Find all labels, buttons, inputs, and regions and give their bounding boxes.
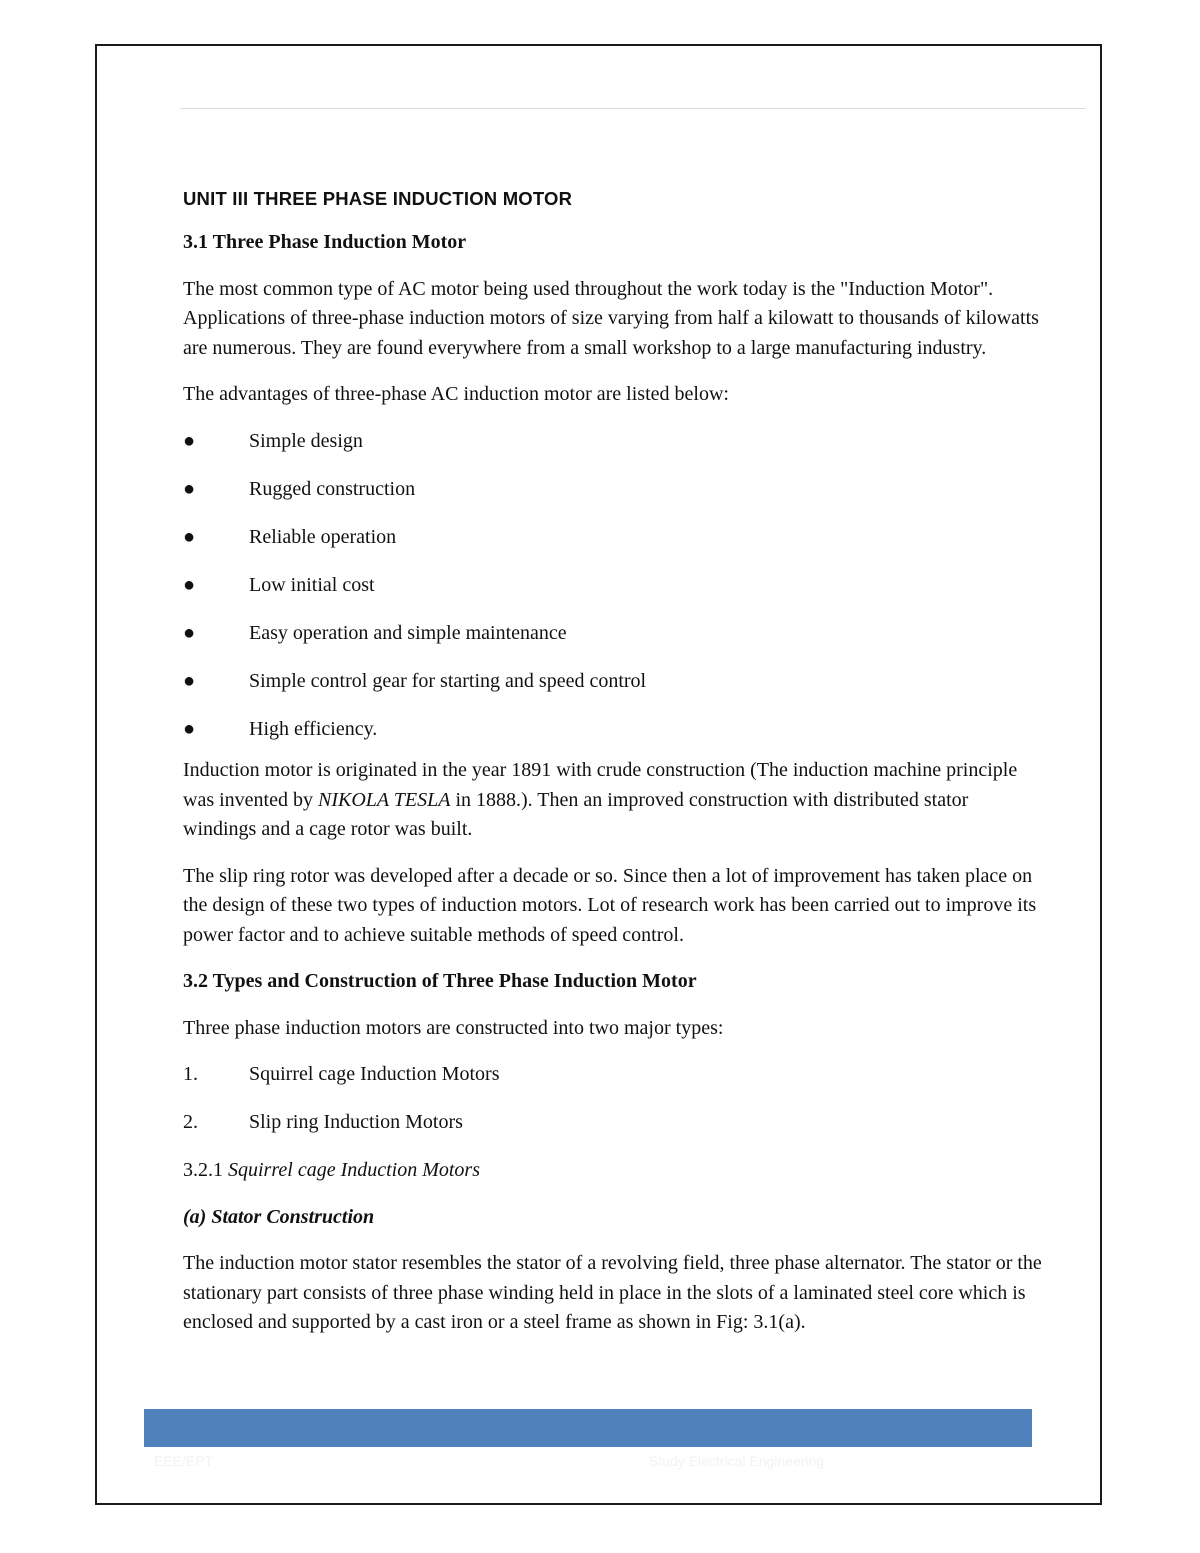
footer-right-text: Study Electrical Engineering bbox=[649, 1453, 825, 1469]
bullet-icon: ● bbox=[183, 477, 196, 500]
list-item bbox=[183, 1060, 1043, 1090]
list-item bbox=[183, 619, 1043, 649]
stator-heading: (a) Stator Construction bbox=[183, 1205, 375, 1228]
bullet-icon: ● bbox=[183, 429, 196, 452]
history-paragraph bbox=[183, 756, 1043, 845]
section-3-1-heading: 3.1 Three Phase Induction Motor bbox=[183, 231, 467, 253]
bullet-icon: ● bbox=[183, 525, 196, 548]
list-item bbox=[183, 523, 1043, 553]
list-item-text: Easy operation and simple maintenance bbox=[249, 621, 567, 644]
footer-left-text: EEE/EPT bbox=[154, 1453, 214, 1469]
header-rule bbox=[180, 108, 1086, 109]
footer-bar bbox=[144, 1409, 1032, 1447]
section-3-2-heading: 3.2 Types and Construction of Three Phase Induction Motor bbox=[183, 970, 697, 992]
document-body bbox=[183, 186, 1043, 1355]
list-item-text: Squirrel cage Induction Motors bbox=[249, 1063, 500, 1085]
list-item bbox=[183, 667, 1043, 697]
list-item-text: Simple design bbox=[249, 429, 363, 452]
advantages-list bbox=[183, 427, 1043, 745]
slip-ring-paragraph: The slip ring rotor was developed after a decade or so. Since then a lot of improvement has taken place on the design of these two types of induction motors. Lot of research work has been carried out to improve its power factor and to achieve suitable methods of speed control. bbox=[183, 864, 1037, 946]
list-number: 2. bbox=[183, 1111, 198, 1133]
intro-paragraph: The most common type of AC motor being used throughout the work today is the "Induction Motor". Applications of three-phase induction motors of size varying from half a kilowatt to thousands of kilowatts are numerous. They are found everywhere from a small workshop to a large manufacturing industry. bbox=[183, 277, 1039, 359]
inventor-name: NIKOLA TESLA bbox=[317, 788, 451, 811]
list-item bbox=[183, 1108, 1043, 1138]
list-item bbox=[183, 475, 1043, 505]
list-item bbox=[183, 715, 1043, 745]
list-item-text: Rugged construction bbox=[249, 477, 416, 500]
subsection-number: 3.2.1 bbox=[183, 1159, 228, 1181]
history-text-before: Induction motor is originated in the year 1891 with crude construction (The induction machine principle was invented by bbox=[183, 759, 1018, 811]
list-item-text: High efficiency. bbox=[249, 717, 378, 740]
list-item-text: Simple control gear for starting and speed control bbox=[249, 669, 647, 692]
motor-types-list bbox=[183, 1060, 1043, 1138]
history-text-after: in 1888.). Then an improved construction with distributed stator windings and a cage rotor was built. bbox=[183, 788, 969, 840]
bullet-icon: ● bbox=[183, 669, 196, 692]
list-number: 1. bbox=[183, 1063, 198, 1085]
bullet-icon: ● bbox=[183, 717, 196, 740]
types-intro: Three phase induction motors are constructed into two major types: bbox=[183, 1016, 724, 1039]
subsection-3-2-1 bbox=[183, 1156, 1043, 1186]
list-item-text: Slip ring Induction Motors bbox=[249, 1111, 463, 1133]
list-item bbox=[183, 427, 1043, 457]
unit-title: UNIT III THREE PHASE INDUCTION MOTOR bbox=[183, 188, 573, 209]
list-item-text: Reliable operation bbox=[249, 525, 397, 548]
advantages-intro: The advantages of three-phase AC induction motor are listed below: bbox=[183, 383, 729, 405]
bullet-icon: ● bbox=[183, 573, 196, 596]
subsection-title: Squirrel cage Induction Motors bbox=[228, 1159, 481, 1181]
stator-paragraph: The induction motor stator resembles the stator of a revolving field, three phase alternator. The stator or the stationary part consists of three phase winding held in place in the slots of a laminated steel core which is enclosed and supported by a cast iron or a steel frame as shown in Fig: 3.1(a). bbox=[183, 1252, 1042, 1333]
list-item-text: Low initial cost bbox=[249, 573, 375, 596]
bullet-icon: ● bbox=[183, 621, 196, 644]
list-item bbox=[183, 571, 1043, 601]
